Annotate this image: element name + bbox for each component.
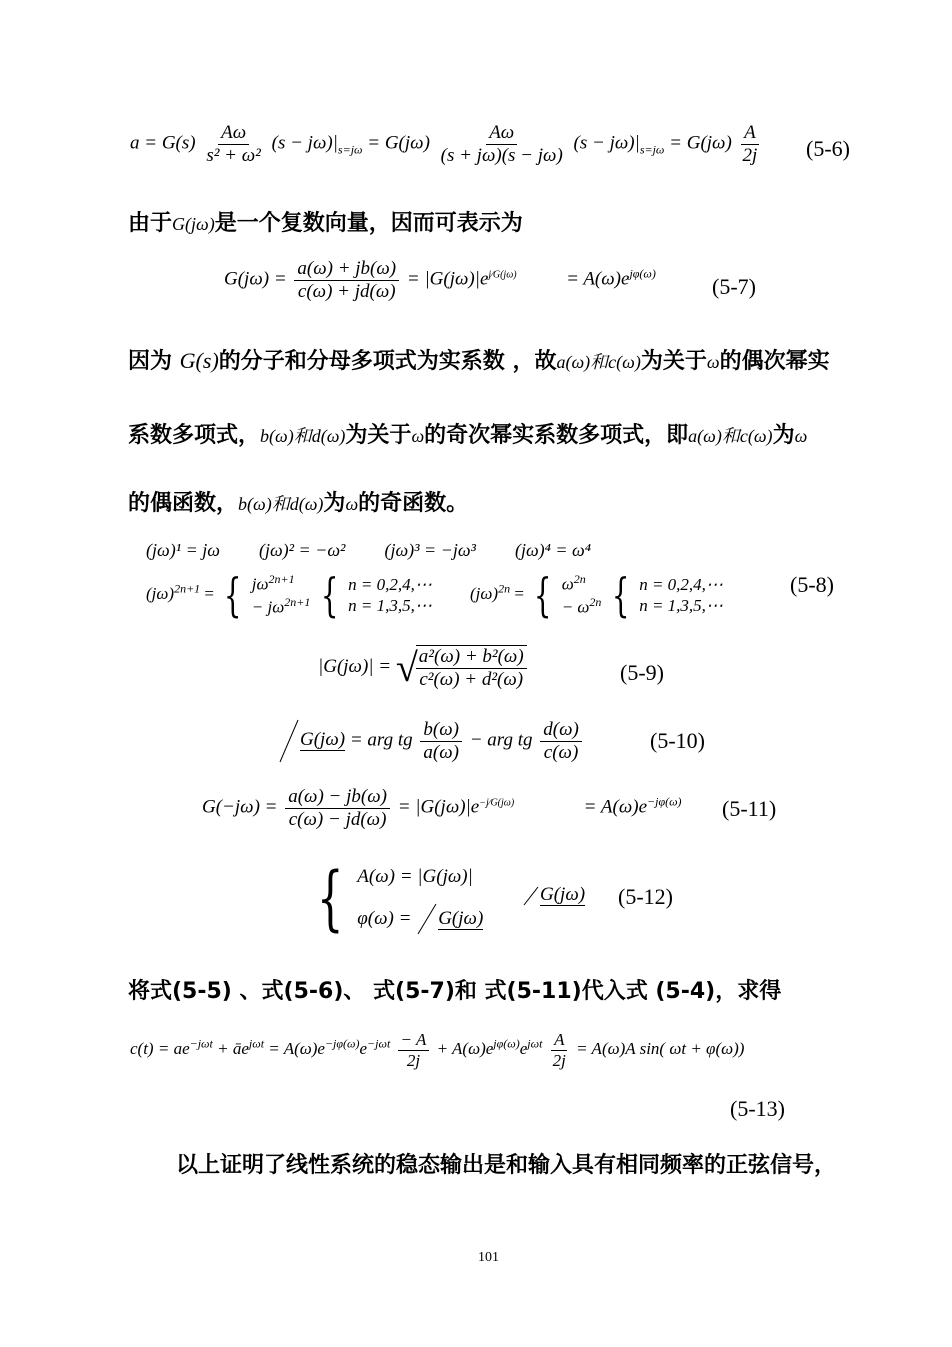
equation-label-5-13: (5-13) <box>730 1096 785 1121</box>
eq-5-10-fraction-1 <box>420 719 462 764</box>
eq-5-8-term: (jω)² = −ω² <box>258 540 346 560</box>
equals-sign: = <box>514 583 524 603</box>
paragraph-2-line-2 <box>128 418 807 449</box>
eq-5-13-exp: jφ(ω) <box>493 1036 520 1051</box>
eq-5-6-subscript: s=jω <box>639 142 665 157</box>
eq-5-6-term: = G(jω) <box>367 132 430 154</box>
equation-5-8-odd-case <box>146 568 432 622</box>
paragraph-3: 将式(5-5) 、式(5-6)、 式(5-7)和 式(5-11)代入式 (5-4)，求得 <box>128 979 782 1004</box>
fraction-denominator: a(ω) <box>423 741 459 763</box>
eq-5-13-term: + āe <box>212 1038 249 1058</box>
equation-5-10 <box>278 718 585 764</box>
equation-label-5-10: (5-10) <box>650 728 705 753</box>
condition: n = 0,2,4,⋯ <box>639 574 723 594</box>
para-2-text: 的偶次幂实 <box>719 349 830 374</box>
equation-5-6 <box>130 122 763 167</box>
condition: n = 0,2,4,⋯ <box>348 574 432 594</box>
eq-5-8-even-case-2 <box>562 595 602 618</box>
equation-label-5-6: (5-6) <box>806 136 850 161</box>
eq-5-10-term: = arg tg <box>349 729 413 751</box>
para-2-math: ω <box>345 494 359 514</box>
fraction-denominator: s² + ω² <box>206 144 261 166</box>
equation-5-8-even-case <box>470 568 723 622</box>
condition: n = 1,3,5,⋯ <box>639 596 723 615</box>
condition: n = 1,3,5,⋯ <box>348 596 432 615</box>
para-2-text: 的分子和分母多项式为实系数 ，故 <box>218 349 557 374</box>
equation-5-13 <box>130 1030 744 1070</box>
eq-5-6-term: (s − jω)| <box>573 132 640 154</box>
equation-label-5-12: (5-12) <box>618 884 673 909</box>
case-sup: 2n <box>589 595 602 609</box>
eq-5-6-fraction-2 <box>438 122 566 167</box>
equation-5-8-row-1 <box>146 540 591 561</box>
case-value: jω <box>251 574 269 594</box>
equation-label-5-8: (5-8) <box>790 572 834 597</box>
fraction-denominator: (s + jω)(s − jω) <box>440 144 563 166</box>
para-2-math: ω <box>794 426 808 446</box>
angle-icon <box>416 902 438 936</box>
eq-5-6-term: (s − jω)| <box>271 132 338 154</box>
fraction-numerator: a(ω) − jb(ω) <box>285 786 390 809</box>
left-brace: { <box>224 568 242 622</box>
fraction-numerator: A <box>741 122 759 145</box>
left-brace: { <box>611 568 630 622</box>
para-2-math: ω <box>411 426 425 446</box>
para-2-math: a(ω)和c(ω) <box>556 352 641 372</box>
eq-5-13-exp: −jωt <box>367 1036 391 1051</box>
eq-5-8-even-case-1 <box>562 572 602 595</box>
para-2-math: G(s) <box>179 348 219 373</box>
equation-5-12 <box>308 856 483 940</box>
paragraph-2-line-3 <box>128 486 468 517</box>
para-2-text: 的奇次幂实系数多项式，即 <box>424 423 689 448</box>
left-brace: { <box>320 568 339 622</box>
angle-icon <box>278 718 300 764</box>
fraction-denominator: c(ω) + jd(ω) <box>297 280 396 302</box>
case-sup: 2n <box>573 572 586 587</box>
eq-5-13-term: c(t) = ae <box>130 1038 190 1058</box>
eq-5-10-g: G(jω) <box>300 729 346 751</box>
eq-5-8-even-conditions <box>639 574 723 617</box>
equation-5-7 <box>224 258 656 303</box>
eq-5-7-lhs: G(jω) = <box>224 268 287 290</box>
eq-5-13-exp: jωt <box>248 1036 265 1051</box>
page-number: 101 <box>478 1250 499 1265</box>
equation-5-9 <box>318 644 530 691</box>
eq-5-6-subscript: s=jω <box>337 142 363 157</box>
eq-5-13-term: + A(ω)e <box>436 1038 494 1058</box>
eq-5-6-fraction-3 <box>740 122 761 167</box>
para-2-math: ω <box>706 352 720 372</box>
paragraph-2-line-1 <box>128 344 830 375</box>
eq-5-12-row-2 <box>357 898 483 940</box>
case-sup: 2n+1 <box>268 572 295 587</box>
eq-5-8-term: (jω)³ = −jω³ <box>384 540 476 560</box>
left-brace: { <box>316 856 344 939</box>
fraction-numerator: a²(ω) + b²(ω) <box>416 646 527 669</box>
fraction-numerator: b(ω) <box>420 719 462 742</box>
equals-sign: = <box>204 583 215 603</box>
eq-5-8-odd-lhs: (jω) <box>146 583 175 603</box>
eq-5-13-term: e <box>519 1038 528 1058</box>
equation-5-12-angle <box>522 884 585 907</box>
para-2-text: 因为 <box>128 349 180 374</box>
para-2-text: 系数多项式， <box>128 423 261 448</box>
eq-5-6-fraction-1 <box>203 122 264 167</box>
equation-5-11 <box>202 786 682 831</box>
fraction-numerator: d(ω) <box>540 719 582 742</box>
fraction-denominator: c(ω) <box>543 741 579 763</box>
angle-symbol <box>278 718 300 764</box>
eq-5-12-rows <box>357 856 483 940</box>
para-2-text: 为关于 <box>345 423 412 448</box>
eq-5-8-even-sup: 2n <box>498 581 511 596</box>
eq-5-12-row-1: A(ω) = |G(jω)| <box>357 866 473 887</box>
eq-5-7-fraction <box>294 258 399 303</box>
para-1-text: 由于 <box>128 211 173 236</box>
eq-5-8-odd-cases <box>252 572 311 618</box>
fraction-denominator: 2j <box>406 1050 421 1070</box>
equation-label-5-11: (5-11) <box>722 796 777 821</box>
case-value: ω <box>561 574 574 594</box>
eq-5-8-odd-case-1 <box>252 572 311 595</box>
sqrt-sign: √ <box>395 645 418 690</box>
eq-5-6-term: = G(jω) <box>669 132 732 154</box>
eq-5-11-exponent: −j∕G(jω) <box>479 797 515 809</box>
angle-icon <box>522 885 540 907</box>
eq-5-9-lhs: |G(jω)| = <box>318 655 392 677</box>
eq-5-8-term: (jω)¹ = jω <box>146 540 220 560</box>
eq-5-13-exp: −jωt <box>189 1036 213 1051</box>
eq-5-7-rhs-exponent: jφ(ω) <box>629 266 656 281</box>
eq-5-7-exponent: j∕G(jω) <box>488 269 517 281</box>
case-sup: 2n+1 <box>284 595 311 609</box>
eq-5-8-term: (jω)⁴ = ω⁴ <box>514 540 592 560</box>
eq-5-7-term: = |G(jω)|e <box>406 268 489 290</box>
eq-5-13-exp: jωt <box>527 1036 543 1051</box>
eq-5-7-rhs: = A(ω)e <box>566 268 630 290</box>
para-2-text: 为 <box>323 491 346 516</box>
eq-5-6-lhs: a = G(s) <box>130 132 196 154</box>
eq-5-11-rhs: = A(ω)e <box>583 796 648 818</box>
fraction-numerator: Aω <box>218 122 249 145</box>
eq-5-10-fraction-2 <box>540 719 582 764</box>
fraction-numerator: − A <box>398 1030 430 1051</box>
left-brace: { <box>534 568 552 622</box>
fraction-denominator: 2j <box>742 144 758 166</box>
para-2-math: b(ω)和d(ω) <box>260 426 346 446</box>
para-2-text: 为 <box>772 423 795 448</box>
eq-5-13-exp: −jφ(ω) <box>324 1036 360 1051</box>
eq-5-13-term: = A(ω)A sin( ωt + φ(ω)) <box>576 1038 745 1058</box>
eq-5-13-term: = A(ω)e <box>264 1038 325 1058</box>
eq-5-8-odd-conditions <box>348 574 432 617</box>
fraction-numerator: A <box>551 1030 567 1051</box>
fraction-denominator: 2j <box>552 1050 566 1070</box>
para-2-text: 为关于 <box>640 349 707 374</box>
eq-5-8-even-cases <box>562 572 602 618</box>
angle-g: G(jω) <box>540 884 586 905</box>
eq-5-8-odd-case-2 <box>252 595 311 618</box>
eq-5-11-fraction <box>285 786 390 831</box>
para-1-text: 是一个复数向量，因而可表示为 <box>214 211 523 236</box>
eq-5-13-term: e <box>359 1038 368 1058</box>
eq-5-8-odd-sup: 2n+1 <box>174 581 201 596</box>
eq-5-11-rhs-exponent: −jφ(ω) <box>647 794 682 809</box>
paragraph-4: 以上证明了线性系统的稳态输出是和输入具有相同频率的正弦信号， <box>176 1153 837 1178</box>
eq-5-13-fraction-2 <box>550 1030 569 1070</box>
eq-5-9-fraction <box>416 645 527 691</box>
angle-g: G(jω) <box>438 907 484 929</box>
case-value: − jω <box>251 597 285 617</box>
paragraph-1 <box>128 206 523 237</box>
para-2-text: 的奇函数。 <box>358 491 469 516</box>
equation-label-5-9: (5-9) <box>620 660 664 685</box>
para-1-math: G(jω) <box>172 214 215 234</box>
fraction-denominator: c²(ω) + d²(ω) <box>419 668 524 690</box>
fraction-numerator: a(ω) + jb(ω) <box>294 258 399 281</box>
eq-5-11-lhs: G(−jω) = <box>202 796 278 818</box>
case-value: − ω <box>561 597 590 617</box>
fraction-numerator: Aω <box>486 122 517 145</box>
eq-5-11-term: = |G(jω)|e <box>397 796 480 818</box>
eq-5-10-term: − arg tg <box>469 729 533 751</box>
para-2-math: a(ω)和c(ω) <box>688 426 773 446</box>
para-2-math: b(ω)和d(ω) <box>238 494 324 514</box>
eq-5-13-fraction-1 <box>398 1030 430 1070</box>
fraction-denominator: c(ω) − jd(ω) <box>288 808 387 830</box>
equation-label-5-7: (5-7) <box>712 274 756 299</box>
para-2-text: 的偶函数， <box>128 491 239 516</box>
row-text: φ(ω) = <box>357 907 412 929</box>
eq-5-8-even-lhs: (jω) <box>470 583 499 603</box>
